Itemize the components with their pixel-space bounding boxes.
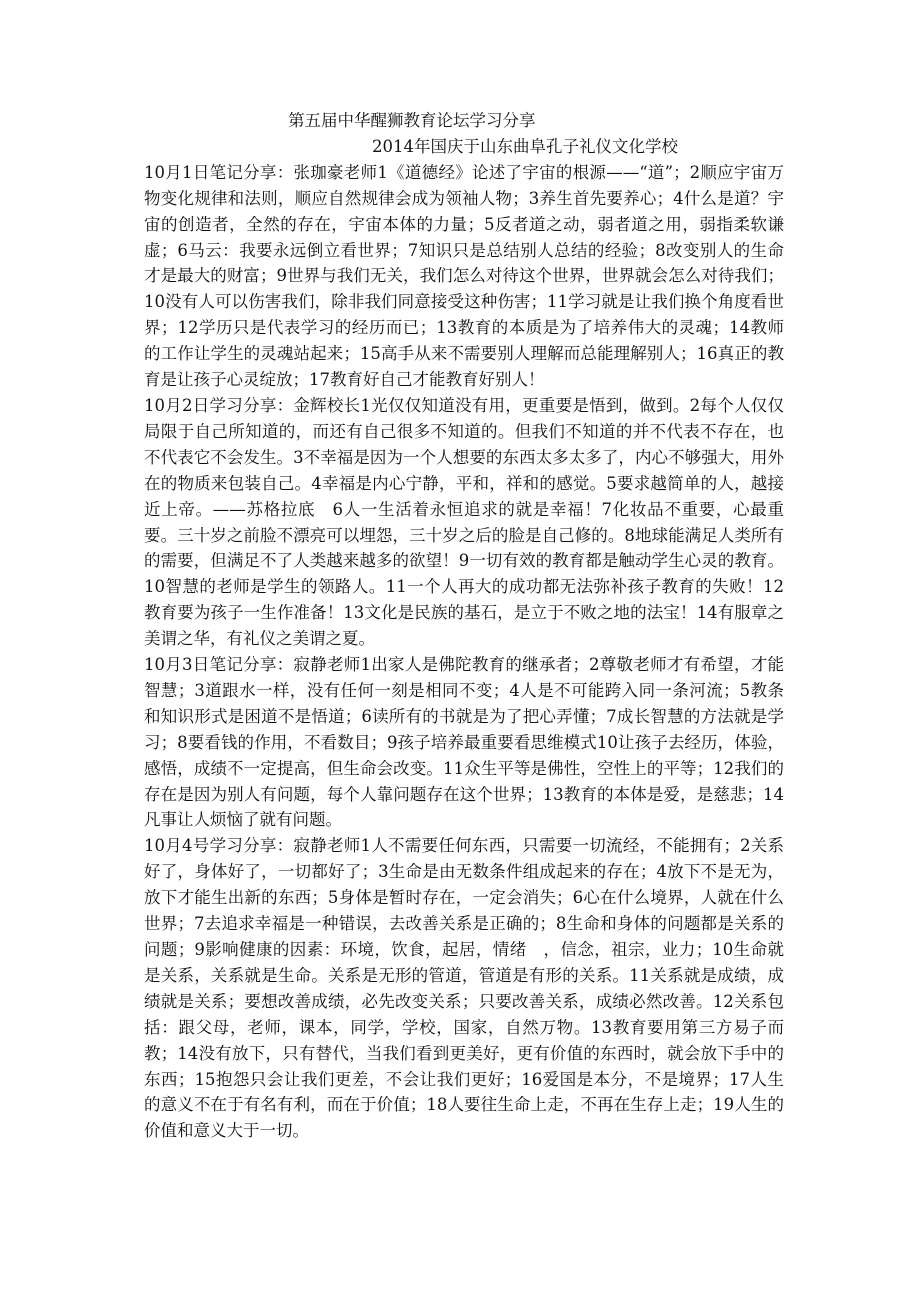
document-subtitle: 2014年国庆于山东曲阜孔子礼仪文化学校: [372, 136, 678, 156]
paragraph-oct-1: 10月1日笔记分享：张珈豪老师1《道德经》论述了宇宙的根源——“道”；2顺应宇宙万物变化规律和法则，顺应自然规律会成为领袖人物；3养生首先要养心；4什么是道？宇宙的创造者，全然的存在，宇宙本体的力量；5反者道之动，弱者道之用，弱指柔软谦虚；6马云：我要永远倒立看世界；7知识只是总结别人总结的经验；8改变别人的生命才是最大的财富；9世界与我们无关，我们怎么对待这个世界，世界就会怎么对待我们；10没有人可以伤害我们，除非我们同意接受这种伤害；11学习就是让我们换个角度看世界；12学历只是代表学习的经历而已；13教育的本质是为了培养伟大的灵魂；14教师的工作让学生的灵魂站起来；15高手从来不需要别人理解而总能理解别人；16真正的教育是让孩子心灵绽放；17教育好自己才能教育好别人！: [144, 162, 784, 390]
paragraph-oct-4: 10月4号学习分享：寂静老师1人不需要任何东西，只需要一切流经，不能拥有；2关系好了，身体好了，一切都好了；3生命是由无数条件组成起来的存在；4放下不是无为，放下才能生出新的东西；5身体是暂时存在，一定会消失；6心在什么境界，人就在什么世界；7去追求幸福是一种错误，去改善关系是正确的；8生命和身体的问题都是关系的问题；9影响健康的因素：环境，饮食，起居，情绪 ，信念，祖宗，业力；10生命就是关系，关系就是生命。关系是无形的管道，管道是有形的关系。11关系就是成绩，成绩就是关系；要想改善成绩，必先改变关系；只要改善关系，成绩必然改善。12关系包括：跟父母，老师，课本，同学，学校，国家，自然万物。13教育要用第三方易子而教；14没有放下，只有替代，当我们看到更美好，更有价值的东西时，就会放下手中的东西；15抱怨只会让我们更差，不会让我们更好；16爱国是本分，不是境界；17人生的意义不在于有名有利，而在于价值；18人要往生命上走，不再在生存上走；19人生的价值和意义大于一切。: [144, 836, 784, 1141]
document-body: [144, 108, 784, 1144]
paragraph-oct-2: 10月2日学习分享：金辉校长1光仅仅知道没有用，更重要是悟到，做到。2每个人仅仅局限于自己所知道的，而还有自己很多不知道的。但我们不知道的并不代表不存在，也不代表它不会发生。3不幸福是因为一个人想要的东西太多太多了，内心不够强大，用外在的物质来包装自己。4幸福是内心宁静，平和，祥和的感觉。5要求越简单的人，越接近上帝。——苏格拉底 6人一生活着永恒追求的就是幸福！7化妆品不重要，心最重要。三十岁之前脸不漂亮可以埋怨，三十岁之后的脸是自己修的。8地球能满足人类所有的需要，但满足不了人类越来越多的欲望！9一切有效的教育都是触动学生心灵的教育。10智慧的老师是学生的领路人。11一个人再大的成功都无法弥补孩子教育的失败！12教育要为孩子一生作准备！13文化是民族的基石，是立于不败之地的法宝！14有服章之美谓之华，有礼仪之美谓之夏。: [144, 395, 784, 649]
document-title: 第五届中华醒狮教育论坛学习分享: [288, 111, 536, 130]
paragraph-oct-3: 10月3日笔记分享：寂静老师1出家人是佛陀教育的继承者；2尊敬老师才有希望，才能智慧；3道跟水一样，没有任何一刻是相同不变；4人是不可能跨入同一条河流；5教条和知识形式是困道不是悟道；6读所有的书就是为了把心弄懂；7成长智慧的方法就是学习；8要看钱的作用，不看数目；9孩子培养最重要看思维模式10让孩子去经历，体验，感悟，成绩不一定提高，但生命会改变。11众生平等是佛性，空性上的平等；12我们的存在是因为别人有问题，每个人靠问题存在这个世界；13教育的本体是爱，是慈悲；14凡事让人烦恼了就有问题。: [144, 655, 784, 830]
